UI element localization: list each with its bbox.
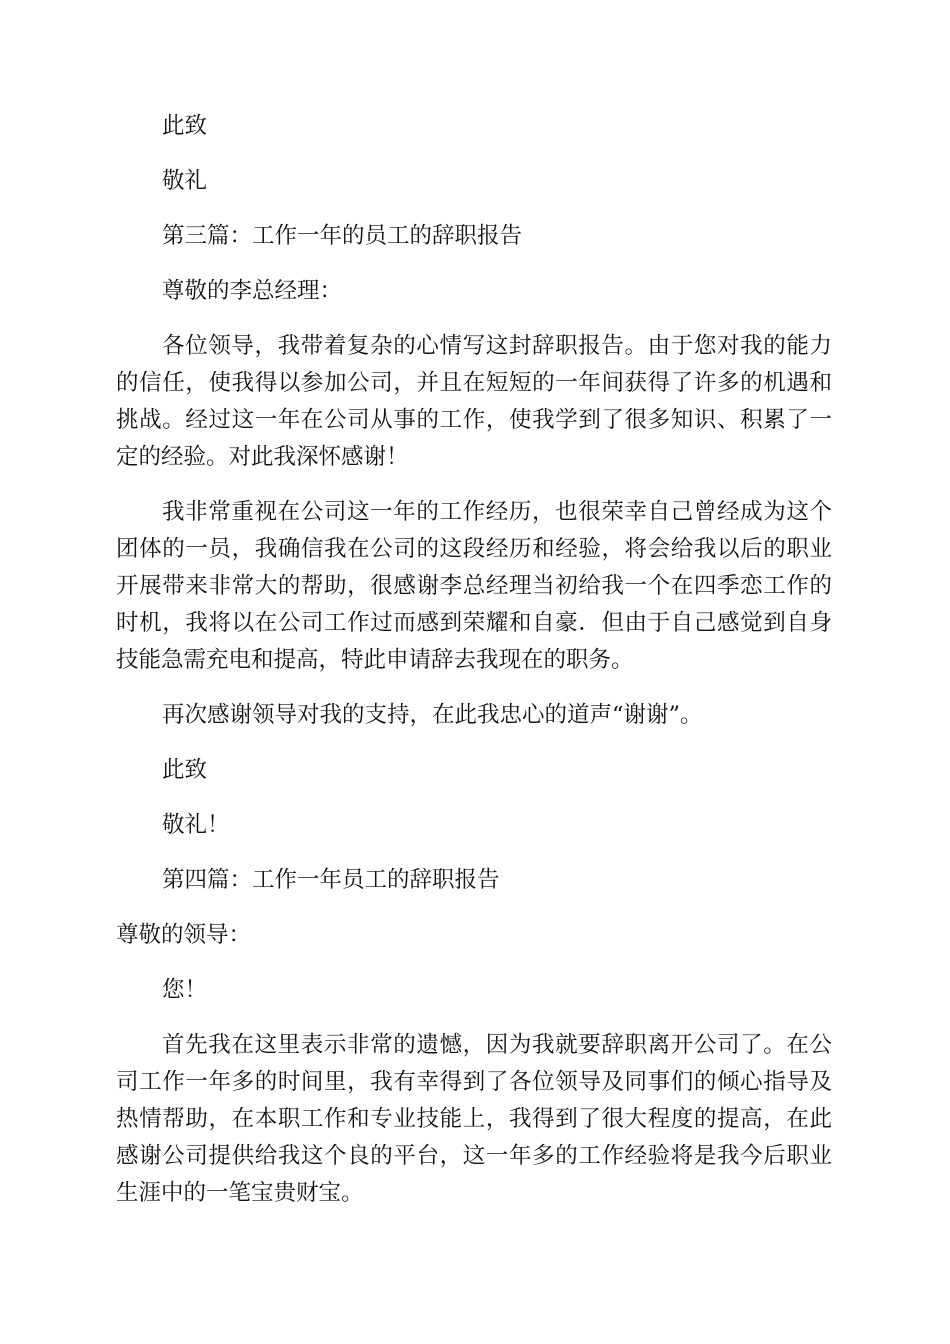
closing-salutation: 此致 bbox=[162, 113, 208, 139]
letter-greeting: 尊敬的李总经理： bbox=[162, 278, 343, 304]
body-paragraph: 我非常重视在公司这一年的工作经历，也很荣幸自己曾经成为这个团体的一员，我确信我在公司的这段经历和经验，将会给我以后的职业开展带来非常大的帮助，很感谢李总经理当初给我一个在四季恋工作的时机，我将以在公司工作过而感到荣耀和自豪．但由于自己感觉到自身技能急需充电和提高，特此申请辞去我现在的职务。 bbox=[116, 499, 832, 673]
closing-regards: 敬礼 bbox=[162, 168, 208, 194]
body-paragraph: 首先我在这里表示非常的遗憾，因为我就要辞职离开公司了。在公司工作一年多的时间里，我有幸得到了各位领导及同事们的倾心指导及热情帮助，在本职工作和专业技能上，我得到了很大程度的提高，在此感谢公司提供给我这个良的平台，这一年多的工作经验将是我今后职业生涯中的一笔宝贵财宝。 bbox=[116, 1032, 832, 1206]
body-paragraph: 各位领导，我带着复杂的心情写这封辞职报告。由于您对我的能力的信任，使我得以参加公司，并且在短短的一年间获得了许多的机遇和挑战。经过这一年在公司从事的工作，使我学到了很多知识、积累了一定的经验。对此我深怀感谢！ bbox=[116, 333, 832, 470]
letter-greeting: 尊敬的领导： bbox=[116, 922, 252, 948]
section-title-4: 第四篇：工作一年员工的辞职报告 bbox=[162, 867, 500, 893]
body-paragraph: 再次感谢领导对我的支持，在此我忠心的道声“谢谢”。 bbox=[162, 702, 703, 728]
section-title-3: 第三篇：工作一年的员工的辞职报告 bbox=[162, 223, 523, 249]
closing-regards: 敬礼！ bbox=[162, 812, 230, 838]
closing-salutation: 此致 bbox=[162, 757, 208, 783]
letter-salutation: 您！ bbox=[162, 977, 208, 1003]
document-body bbox=[116, 108, 832, 1212]
